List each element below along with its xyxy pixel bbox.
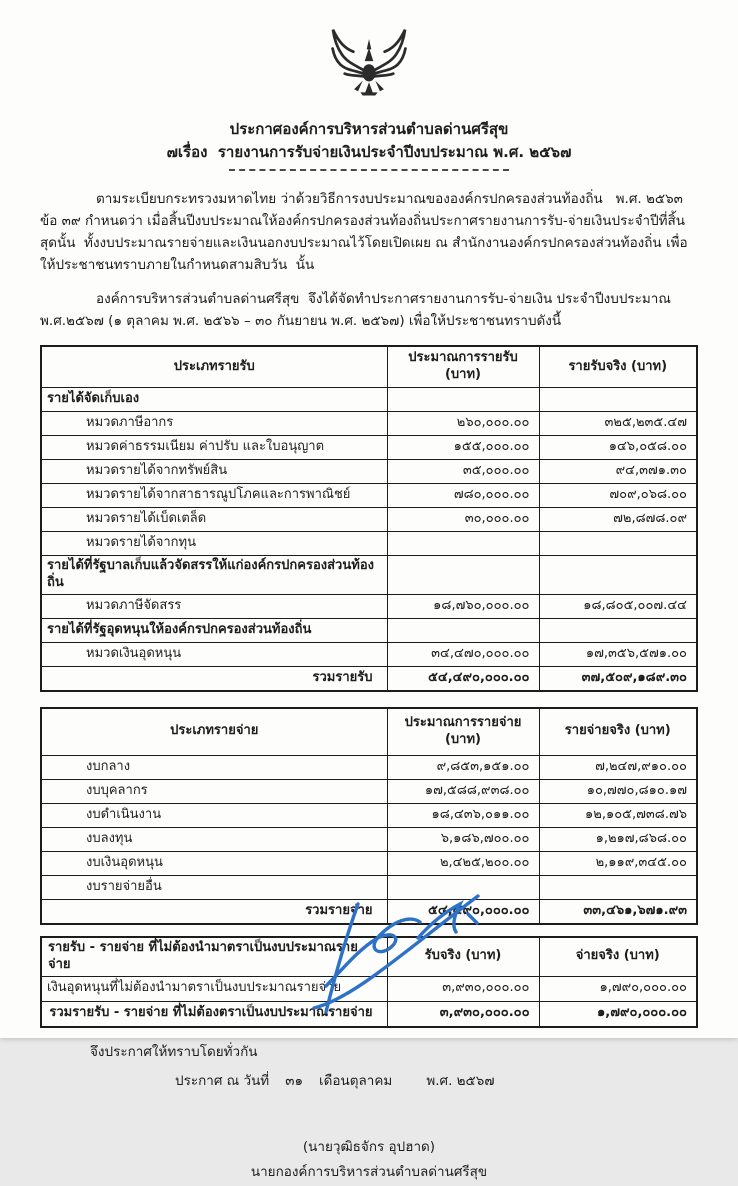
table-cell: ๗,๒๔๗,๙๑๐.๐๐	[539, 755, 697, 779]
table-cell: หมวดรายได้จากสาธารณูปโภคและการพาณิชย์	[41, 484, 387, 508]
signer-name: (นายวุฒิธจักร อุปฮาด)	[302, 1138, 436, 1155]
table-cell: หมวดภาษีจัดสรร	[41, 594, 387, 618]
signer-title: นายกองค์การบริหารส่วนตำบลด่านศรีสุข	[250, 1164, 488, 1181]
column-header: รายรับ - รายจ่าย ที่ไม่ต้องนำมาตราเป็นงบประมาณรายจ่าย	[41, 937, 387, 976]
table-row	[41, 851, 697, 875]
table-cell: รวมรายรับ - รายจ่าย ที่ไม่ต้องตราเป็นงบประมาณรายจ่าย	[41, 1001, 387, 1027]
table-cell: ๑๔๖,๐๕๘.๐๐	[539, 436, 697, 460]
table-cell: ๓๓,๔๖๑,๖๗๑.๙๓	[539, 899, 697, 924]
table-row	[41, 484, 697, 508]
date-month: เดือนตุลาคม	[319, 1072, 393, 1089]
table-cell	[539, 532, 697, 556]
table-cell	[539, 618, 697, 642]
announcement-subject: ๗เรื่อง รายงานการรับจ่ายเงินประจำปีงบประมาณ พ.ศ. ๒๕๖๗	[166, 142, 572, 161]
table-cell	[539, 875, 697, 899]
table-cell: ๒,๔๒๕,๒๐๐.๐๐	[387, 851, 539, 875]
table-row	[41, 827, 697, 851]
table-cell: ๑๗,๓๕๖,๕๗๑.๐๐	[539, 642, 697, 666]
table-header-row	[41, 708, 697, 756]
table-row	[41, 556, 697, 595]
data-table	[40, 707, 698, 925]
table-row	[41, 779, 697, 803]
table-cell: หมวดรายได้จากทุน	[41, 532, 387, 556]
date-year: พ.ศ. ๒๕๖๗	[426, 1072, 495, 1089]
table-cell	[539, 556, 697, 595]
table-cell	[387, 532, 539, 556]
table-cell: ๑๐,๗๗๐,๘๑๐.๑๗	[539, 779, 697, 803]
table-cell: งบรายจ่ายอื่น	[41, 875, 387, 899]
non-budget-table	[40, 936, 698, 1028]
table-row	[41, 803, 697, 827]
table-cell: ๓๐,๐๐๐.๐๐	[387, 508, 539, 532]
table-cell: งบเงินอุดหนุน	[41, 851, 387, 875]
table-row	[41, 1001, 697, 1027]
paragraph-regulation: ตามระเบียบกระทรวงมหาดไทย ว่าด้วยวิธีการงบประมาณขององค์กรปกครองส่วนท้องถิ่น พ.ศ. ๒๕๖๓ ข้อ ๓๙ กำหนดว่า เมื่อสิ้นปีงบประมาณให้องค์กรปกครองส่วนท้องถิ่นประกาศรายงานการรับ-จ่ายเงินประจำปีที่สิ้นสุดนั้น ทั้งงบประมาณรายจ่ายและเงินนอกงบประมาณไว้โดยเปิดเผย ณ สำนักงานองค์กรปกครองส่วนท้องถิ่น เพื่อให้ประชาชนทราบภายในกำหนดสามสิบวัน นั้น	[40, 191, 688, 273]
column-header: ประมาณการรายรับ (บาท)	[387, 346, 539, 388]
table-cell: ๓,๙๓๐,๐๐๐.๐๐	[387, 976, 539, 1001]
table-row	[41, 642, 697, 666]
table-cell: ๕๔,๔๙๐,๐๐๐.๐๐	[387, 666, 539, 691]
table-cell	[539, 388, 697, 412]
table-row	[41, 412, 697, 436]
column-header: รายจ่ายจริง (บาท)	[539, 708, 697, 756]
table-cell: ๗๐๙,๐๖๘.๐๐	[539, 484, 697, 508]
table-cell	[387, 388, 539, 412]
table-cell: ๑,๒๑๗,๘๖๘.๐๐	[539, 827, 697, 851]
announcement-title: ประกาศองค์การบริหารส่วนตำบลด่านศรีสุข	[229, 120, 509, 138]
date-day: ๓๑	[285, 1072, 304, 1089]
table-cell: ๑๗,๕๘๘,๙๓๘.๐๐	[387, 779, 539, 803]
data-table	[40, 936, 698, 1028]
closing-statement: จึงประกาศให้ทราบโดยทั่วกัน	[90, 1043, 258, 1060]
column-header: ประมาณการรายจ่าย (บาท)	[387, 708, 539, 756]
table-cell: ๑๒,๑๐๕,๗๓๘.๗๖	[539, 803, 697, 827]
table-row	[41, 755, 697, 779]
column-header: ประเภทรายรับ	[41, 346, 387, 388]
table-cell: ๒,๑๑๙,๓๔๕.๐๐	[539, 851, 697, 875]
table-cell: ๑๘,๘๐๕,๐๐๗.๔๔	[539, 594, 697, 618]
table-cell: ๖,๑๘๖,๗๐๐.๐๐	[387, 827, 539, 851]
garuda-emblem-icon	[322, 20, 416, 110]
table-cell: ๓๗,๕๐๙,๑๘๙.๓๐	[539, 666, 697, 691]
table-cell	[387, 618, 539, 642]
column-header: รายรับจริง (บาท)	[539, 346, 697, 388]
table-row	[41, 899, 697, 924]
table-row	[41, 388, 697, 412]
column-header: รับจริง (บาท)	[387, 937, 539, 976]
table-row	[41, 508, 697, 532]
expenses-table	[40, 707, 698, 925]
column-header: ประเภทรายจ่าย	[41, 708, 387, 756]
table-cell: ๑,๗๙๐,๐๐๐.๐๐	[539, 976, 697, 1001]
table-cell: รวมรายจ่าย	[41, 899, 387, 924]
table-cell: หมวดรายได้จากทรัพย์สิน	[41, 460, 387, 484]
table-row	[41, 436, 697, 460]
data-table	[40, 345, 698, 692]
table-cell: งบกลาง	[41, 755, 387, 779]
table-cell: ๓,๙๓๐,๐๐๐.๐๐	[387, 1001, 539, 1027]
table-header-row	[41, 346, 697, 388]
table-cell: รวมรายรับ	[41, 666, 387, 691]
dashed-divider	[229, 169, 509, 171]
table-cell: ๗๒,๘๗๘.๐๙	[539, 508, 697, 532]
table-cell: ๙,๘๕๓,๑๕๑.๐๐	[387, 755, 539, 779]
table-cell: ๓๕,๐๐๐.๐๐	[387, 460, 539, 484]
table-row	[41, 618, 697, 642]
table-cell: ๒๖๐,๐๐๐.๐๐	[387, 412, 539, 436]
table-cell	[387, 875, 539, 899]
table-row	[41, 976, 697, 1001]
receipts-table	[40, 345, 698, 692]
table-cell: ๑๘,๗๖๐,๐๐๐.๐๐	[387, 594, 539, 618]
table-cell: ๗๘๐,๐๐๐.๐๐	[387, 484, 539, 508]
table-cell: ๓๒๕,๒๓๕.๔๗	[539, 412, 697, 436]
column-header: จ่ายจริง (บาท)	[539, 937, 697, 976]
table-row	[41, 666, 697, 691]
table-cell: ๕๔,๔๙๐,๐๐๐.๐๐	[387, 899, 539, 924]
announcement-date-line	[175, 1069, 698, 1091]
table-row	[41, 594, 697, 618]
table-cell: งบบุคลากร	[41, 779, 387, 803]
table-cell: รายได้ที่รัฐอุดหนุนให้องค์กรปกครองส่วนท้องถิ่น	[41, 618, 387, 642]
table-cell: เงินอุดหนุนที่ไม่ต้องนำมาตราเป็นงบประมาณรายจ่าย	[41, 976, 387, 1001]
table-row	[41, 460, 697, 484]
table-cell: งบลงทุน	[41, 827, 387, 851]
table-row	[41, 532, 697, 556]
table-cell: หมวดเงินอุดหนุน	[41, 642, 387, 666]
table-cell: ๓๔,๔๗๐,๐๐๐.๐๐	[387, 642, 539, 666]
table-cell: ๑,๗๙๐,๐๐๐.๐๐	[539, 1001, 697, 1027]
paragraph-announcement: องค์การบริหารส่วนตำบลด่านศรีสุข จึงได้จัดทำประกาศรายงานการรับ-จ่ายเงิน ประจำปีงบประมาณ พ.ศ.๒๕๖๗ (๑ ตุลาคม พ.ศ. ๒๕๖๖ – ๓๐ กันยายน พ.ศ. ๒๕๖๗) เพื่อให้ประชาชนทราบดังนี้	[40, 291, 676, 330]
signature-block	[40, 1135, 698, 1186]
emblem-container	[40, 0, 698, 114]
table-cell: ๙๔,๓๗๑.๓๐	[539, 460, 697, 484]
table-cell: หมวดรายได้เบ็ดเตล็ด	[41, 508, 387, 532]
table-cell: หมวดค่าธรรมเนียม ค่าปรับ และใบอนุญาต	[41, 436, 387, 460]
date-prefix: ประกาศ ณ วันที่	[175, 1072, 270, 1089]
table-cell: งบดำเนินงาน	[41, 803, 387, 827]
table-header-row	[41, 937, 697, 976]
table-cell: ๑๘,๔๓๖,๐๑๑.๐๐	[387, 803, 539, 827]
table-cell	[387, 556, 539, 595]
table-cell: ๑๕๕,๐๐๐.๐๐	[387, 436, 539, 460]
table-row	[41, 875, 697, 899]
table-cell: รายได้ที่รัฐบาลเก็บแล้วจัดสรรให้แก่องค์กรปกครองส่วนท้องถิ่น	[41, 556, 387, 595]
table-cell: รายได้จัดเก็บเอง	[41, 388, 387, 412]
table-cell: หมวดภาษีอากร	[41, 412, 387, 436]
